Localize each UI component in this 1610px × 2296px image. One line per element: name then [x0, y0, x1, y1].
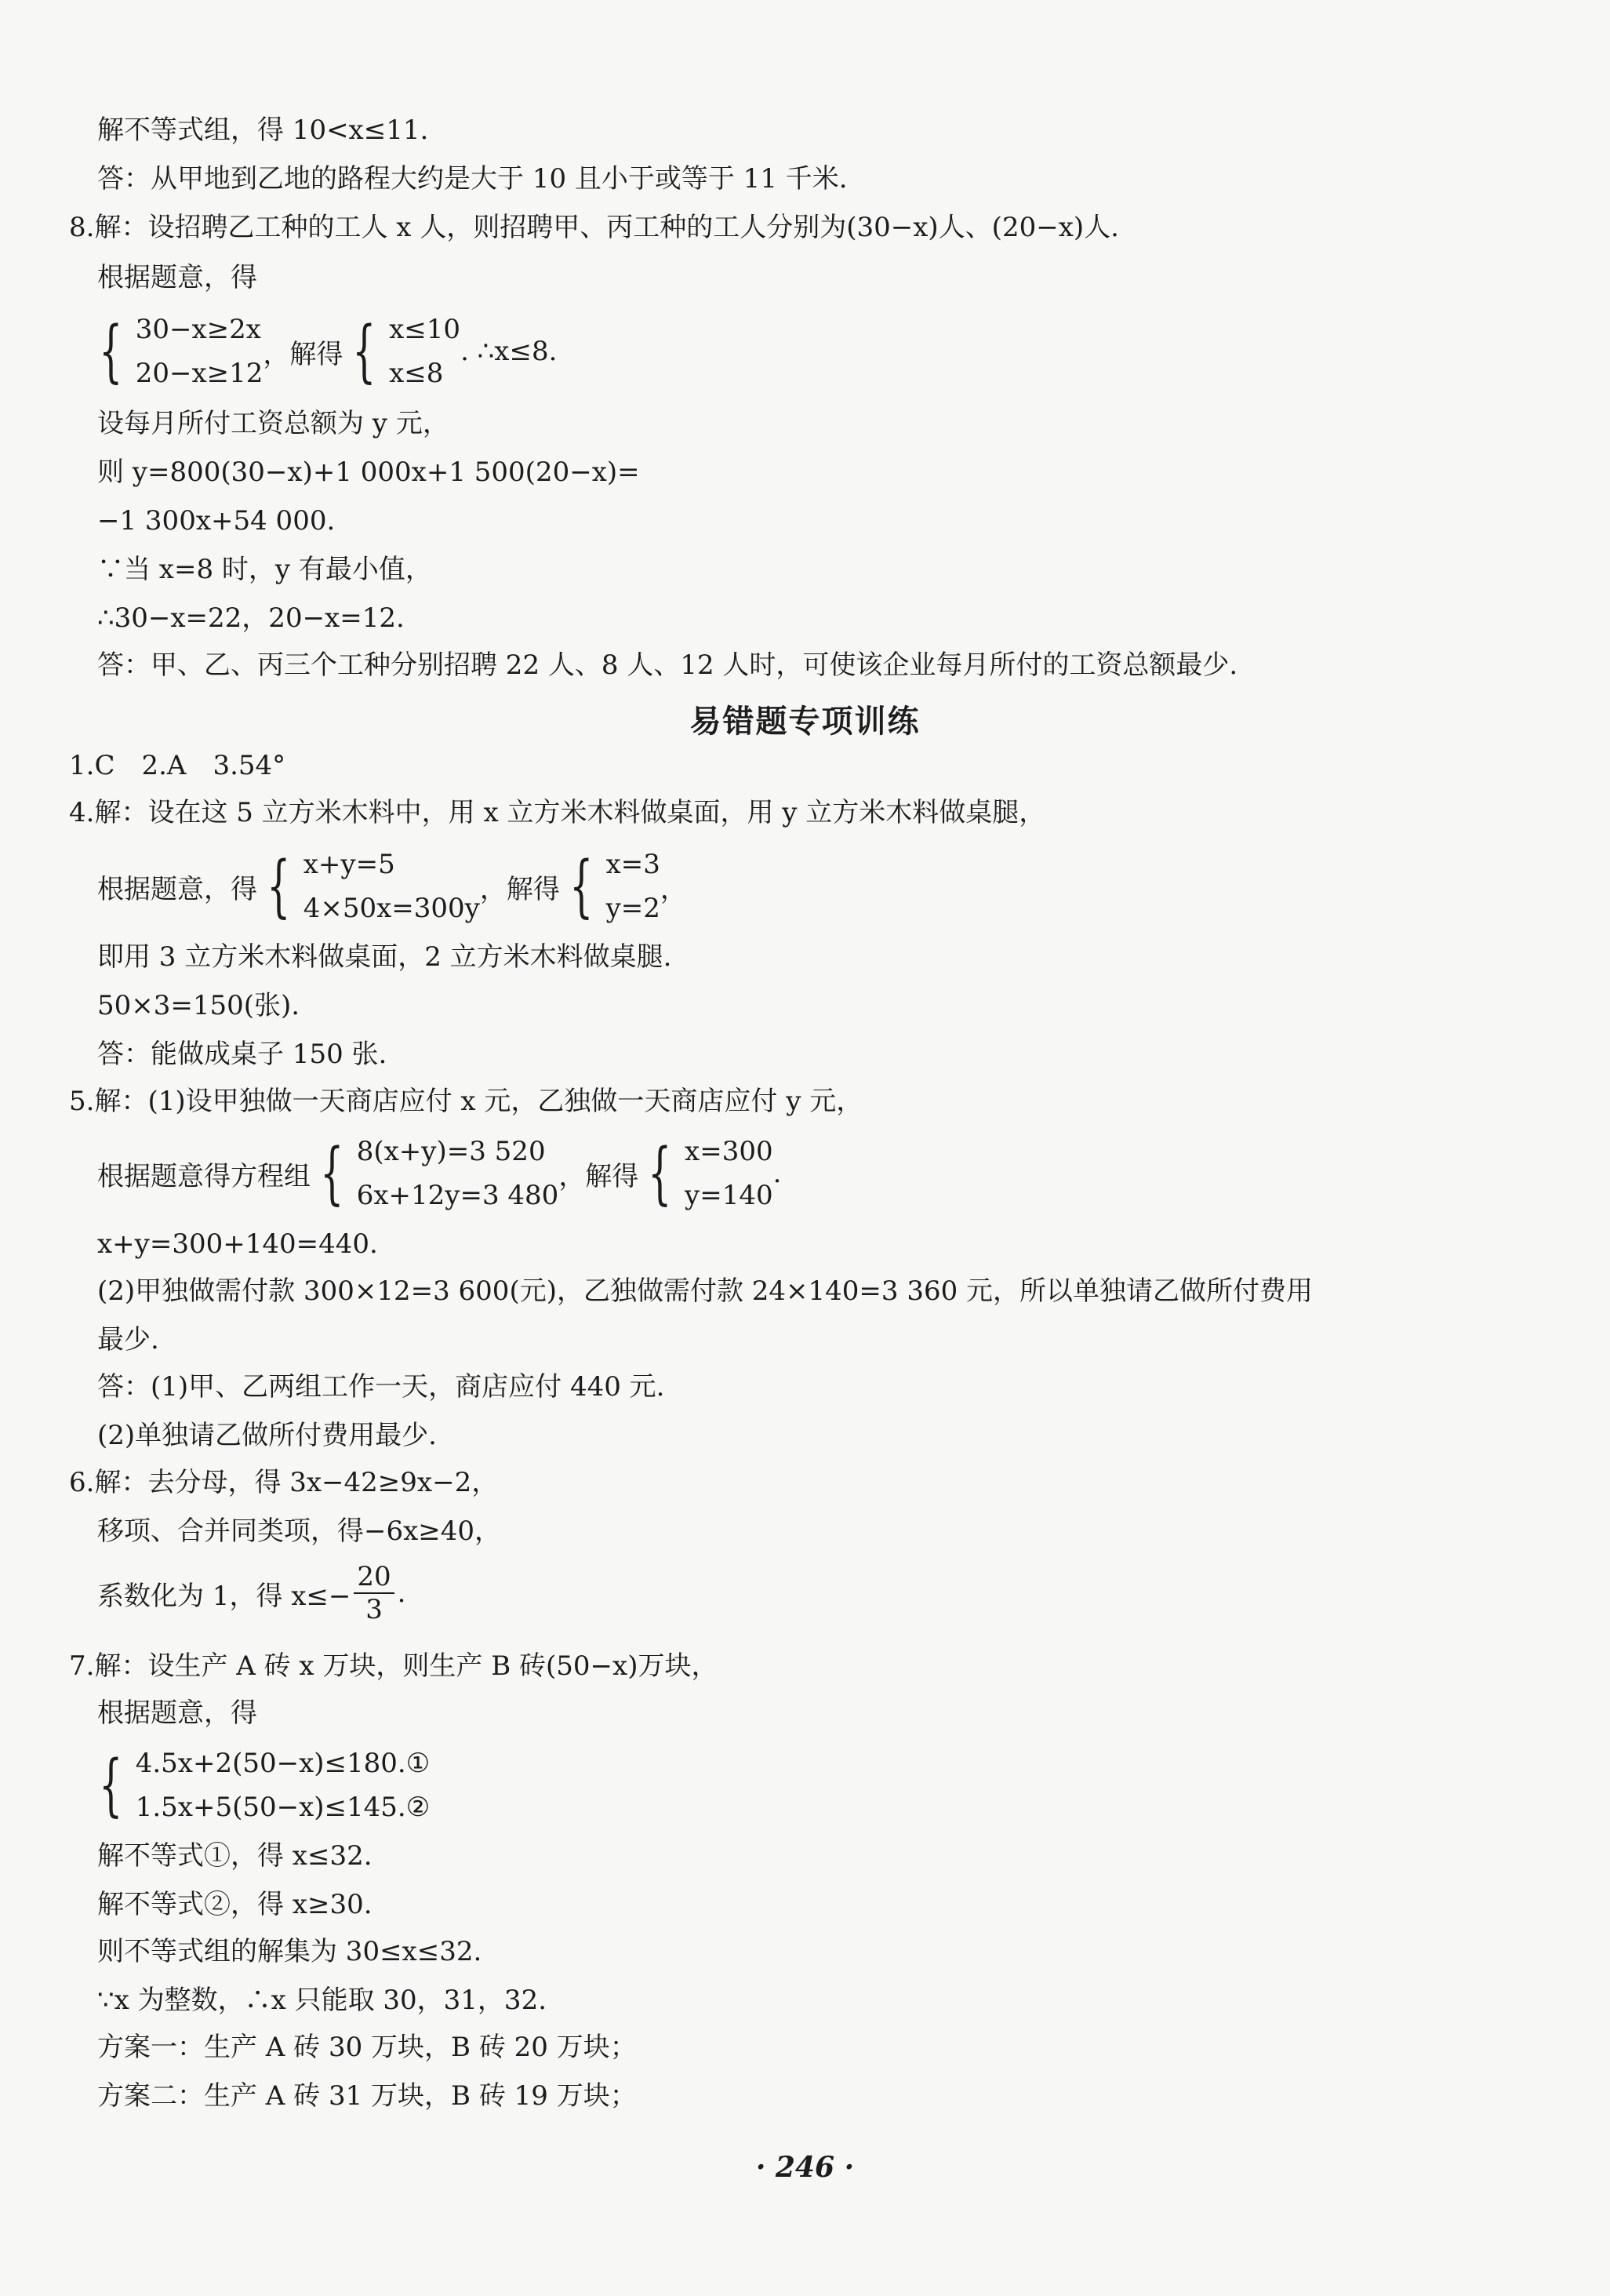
text-line: x+y=300+140=440. — [97, 1228, 378, 1260]
text-line: 5.解：(1)设甲独做一天商店应付 x 元，乙独做一天商店应付 y 元， — [69, 1086, 863, 1117]
brace: { — [99, 1746, 123, 1825]
text-line: 则不等式组的解集为 30≤x≤32. — [97, 1936, 482, 1967]
fraction-numerator: 20 — [354, 1561, 394, 1594]
text-line: 设每月所付工资总额为 y 元， — [97, 408, 449, 439]
text-fragment: ， — [660, 873, 687, 905]
text-line: ∵x 为整数，∴x 只能取 30，31，32. — [97, 1985, 547, 2016]
equation: 6x+12y=3 480 — [356, 1180, 559, 1211]
text-line: 答：(1)甲、乙两组工作一天，商店应付 440 元. — [97, 1371, 665, 1403]
section-title: 易错题专项训练 — [689, 704, 921, 740]
text-line: 解不等式②，得 x≥30. — [97, 1889, 373, 1920]
text-line: 即用 3 立方米木料做桌面，2 立方米木料做桌腿. — [97, 941, 672, 973]
text-line: 答：能做成桌子 150 张. — [97, 1039, 387, 1070]
equation: x=3 — [605, 849, 660, 880]
text-line: ∴30−x=22，20−x=12. — [97, 602, 405, 634]
text-line: 解不等式组，得 10<x≤11. — [97, 115, 429, 146]
text-line: 根据题意，得 — [97, 1697, 257, 1729]
text-line: 方案二：生产 A 砖 31 万块，B 砖 19 万块； — [97, 2080, 637, 2112]
equation: x≤10 — [389, 314, 461, 345]
equation-system — [97, 842, 687, 930]
text-fragment: 系数化为 1，得 x≤− — [97, 1580, 351, 1612]
text-line: 8.解：设招聘乙工种的工人 x 人，则招聘甲、丙工种的工人分别为(30−x)人、(20−x)人. — [69, 212, 1119, 243]
fraction — [354, 1561, 394, 1625]
brace: { — [267, 847, 291, 926]
brace: { — [569, 847, 594, 926]
text-fragment: . ∴x≤8. — [460, 336, 558, 367]
text-fragment: . — [397, 1577, 406, 1609]
text-line: (2)甲独做需付款 300×12=3 600(元)，乙独做需付款 24×140=3 360 元，所以单独请乙做所付费用 — [97, 1275, 1314, 1307]
equation: x=300 — [685, 1136, 773, 1167]
text-line: ∵当 x=8 时，y 有最小值， — [97, 554, 432, 585]
text-line: (2)单独请乙做所付费用最少. — [97, 1420, 437, 1451]
text-fragment: . — [772, 1158, 782, 1189]
text-fragment: ，解得 — [558, 1160, 639, 1192]
text-line: 7.解：设生产 A 砖 x 万块，则生产 B 砖(50−x)万块， — [69, 1650, 718, 1682]
equation: x≤8 — [389, 358, 444, 389]
text-line: 4.解：设在这 5 立方米木料中，用 x 立方米木料做桌面，用 y 立方米木料做桌腿， — [69, 797, 1046, 828]
text-line: 则 y=800(30−x)+1 000x+1 500(20−x)= — [97, 457, 640, 488]
text-line: 根据题意，得 — [97, 262, 257, 293]
text-line: 1.C 2.A 3.54° — [69, 750, 286, 781]
equation: 20−x≥12 — [135, 358, 263, 389]
fraction-denominator: 3 — [365, 1594, 383, 1625]
equation: y=2 — [605, 893, 660, 924]
text-fragment: ，解得 — [479, 873, 560, 905]
text-fragment: ，解得 — [263, 338, 343, 370]
text-fragment: 根据题意得方程组 — [97, 1160, 311, 1192]
equation-system — [89, 307, 557, 395]
text-line: 答：从甲地到乙地的路程大约是大于 10 且小于或等于 11 千米. — [97, 163, 848, 195]
text-line: 移项、合并同类项，得−6x≥40， — [97, 1516, 502, 1547]
inequality-system — [89, 1741, 430, 1829]
text-line: 解不等式①，得 x≤32. — [97, 1840, 373, 1872]
equation: 8(x+y)=3 520 — [356, 1136, 546, 1167]
brace: { — [99, 312, 123, 391]
text-fragment: 根据题意，得 — [97, 873, 257, 905]
brace: { — [320, 1134, 344, 1213]
text-line: 答：甲、乙、丙三个工种分别招聘 22 人、8 人、12 人时，可使该企业每月所付的工资总额最少. — [97, 650, 1238, 681]
equation: y=140 — [685, 1180, 773, 1211]
text-line: 6.解：去分母，得 3x−42≥9x−2， — [69, 1467, 499, 1498]
text-line: 50×3=150(张). — [97, 990, 300, 1021]
text-line: −1 300x+54 000. — [97, 505, 336, 537]
page-number: · 246 · — [755, 2151, 855, 2184]
brace: { — [352, 312, 376, 391]
equation: 30−x≥2x — [135, 314, 261, 345]
text-line: 最少. — [97, 1324, 159, 1355]
text-line: 方案一：生产 A 砖 30 万块，B 砖 20 万块； — [97, 2032, 637, 2063]
inequality: 1.5x+5(50−x)≤145.② — [135, 1792, 431, 1823]
inequality: 4.5x+2(50−x)≤180.① — [135, 1748, 431, 1779]
fraction-line — [97, 1561, 405, 1625]
brace: { — [648, 1134, 672, 1213]
equation: 4×50x=300y — [303, 893, 480, 924]
equation: x+y=5 — [303, 849, 395, 880]
equation-system — [97, 1130, 781, 1217]
